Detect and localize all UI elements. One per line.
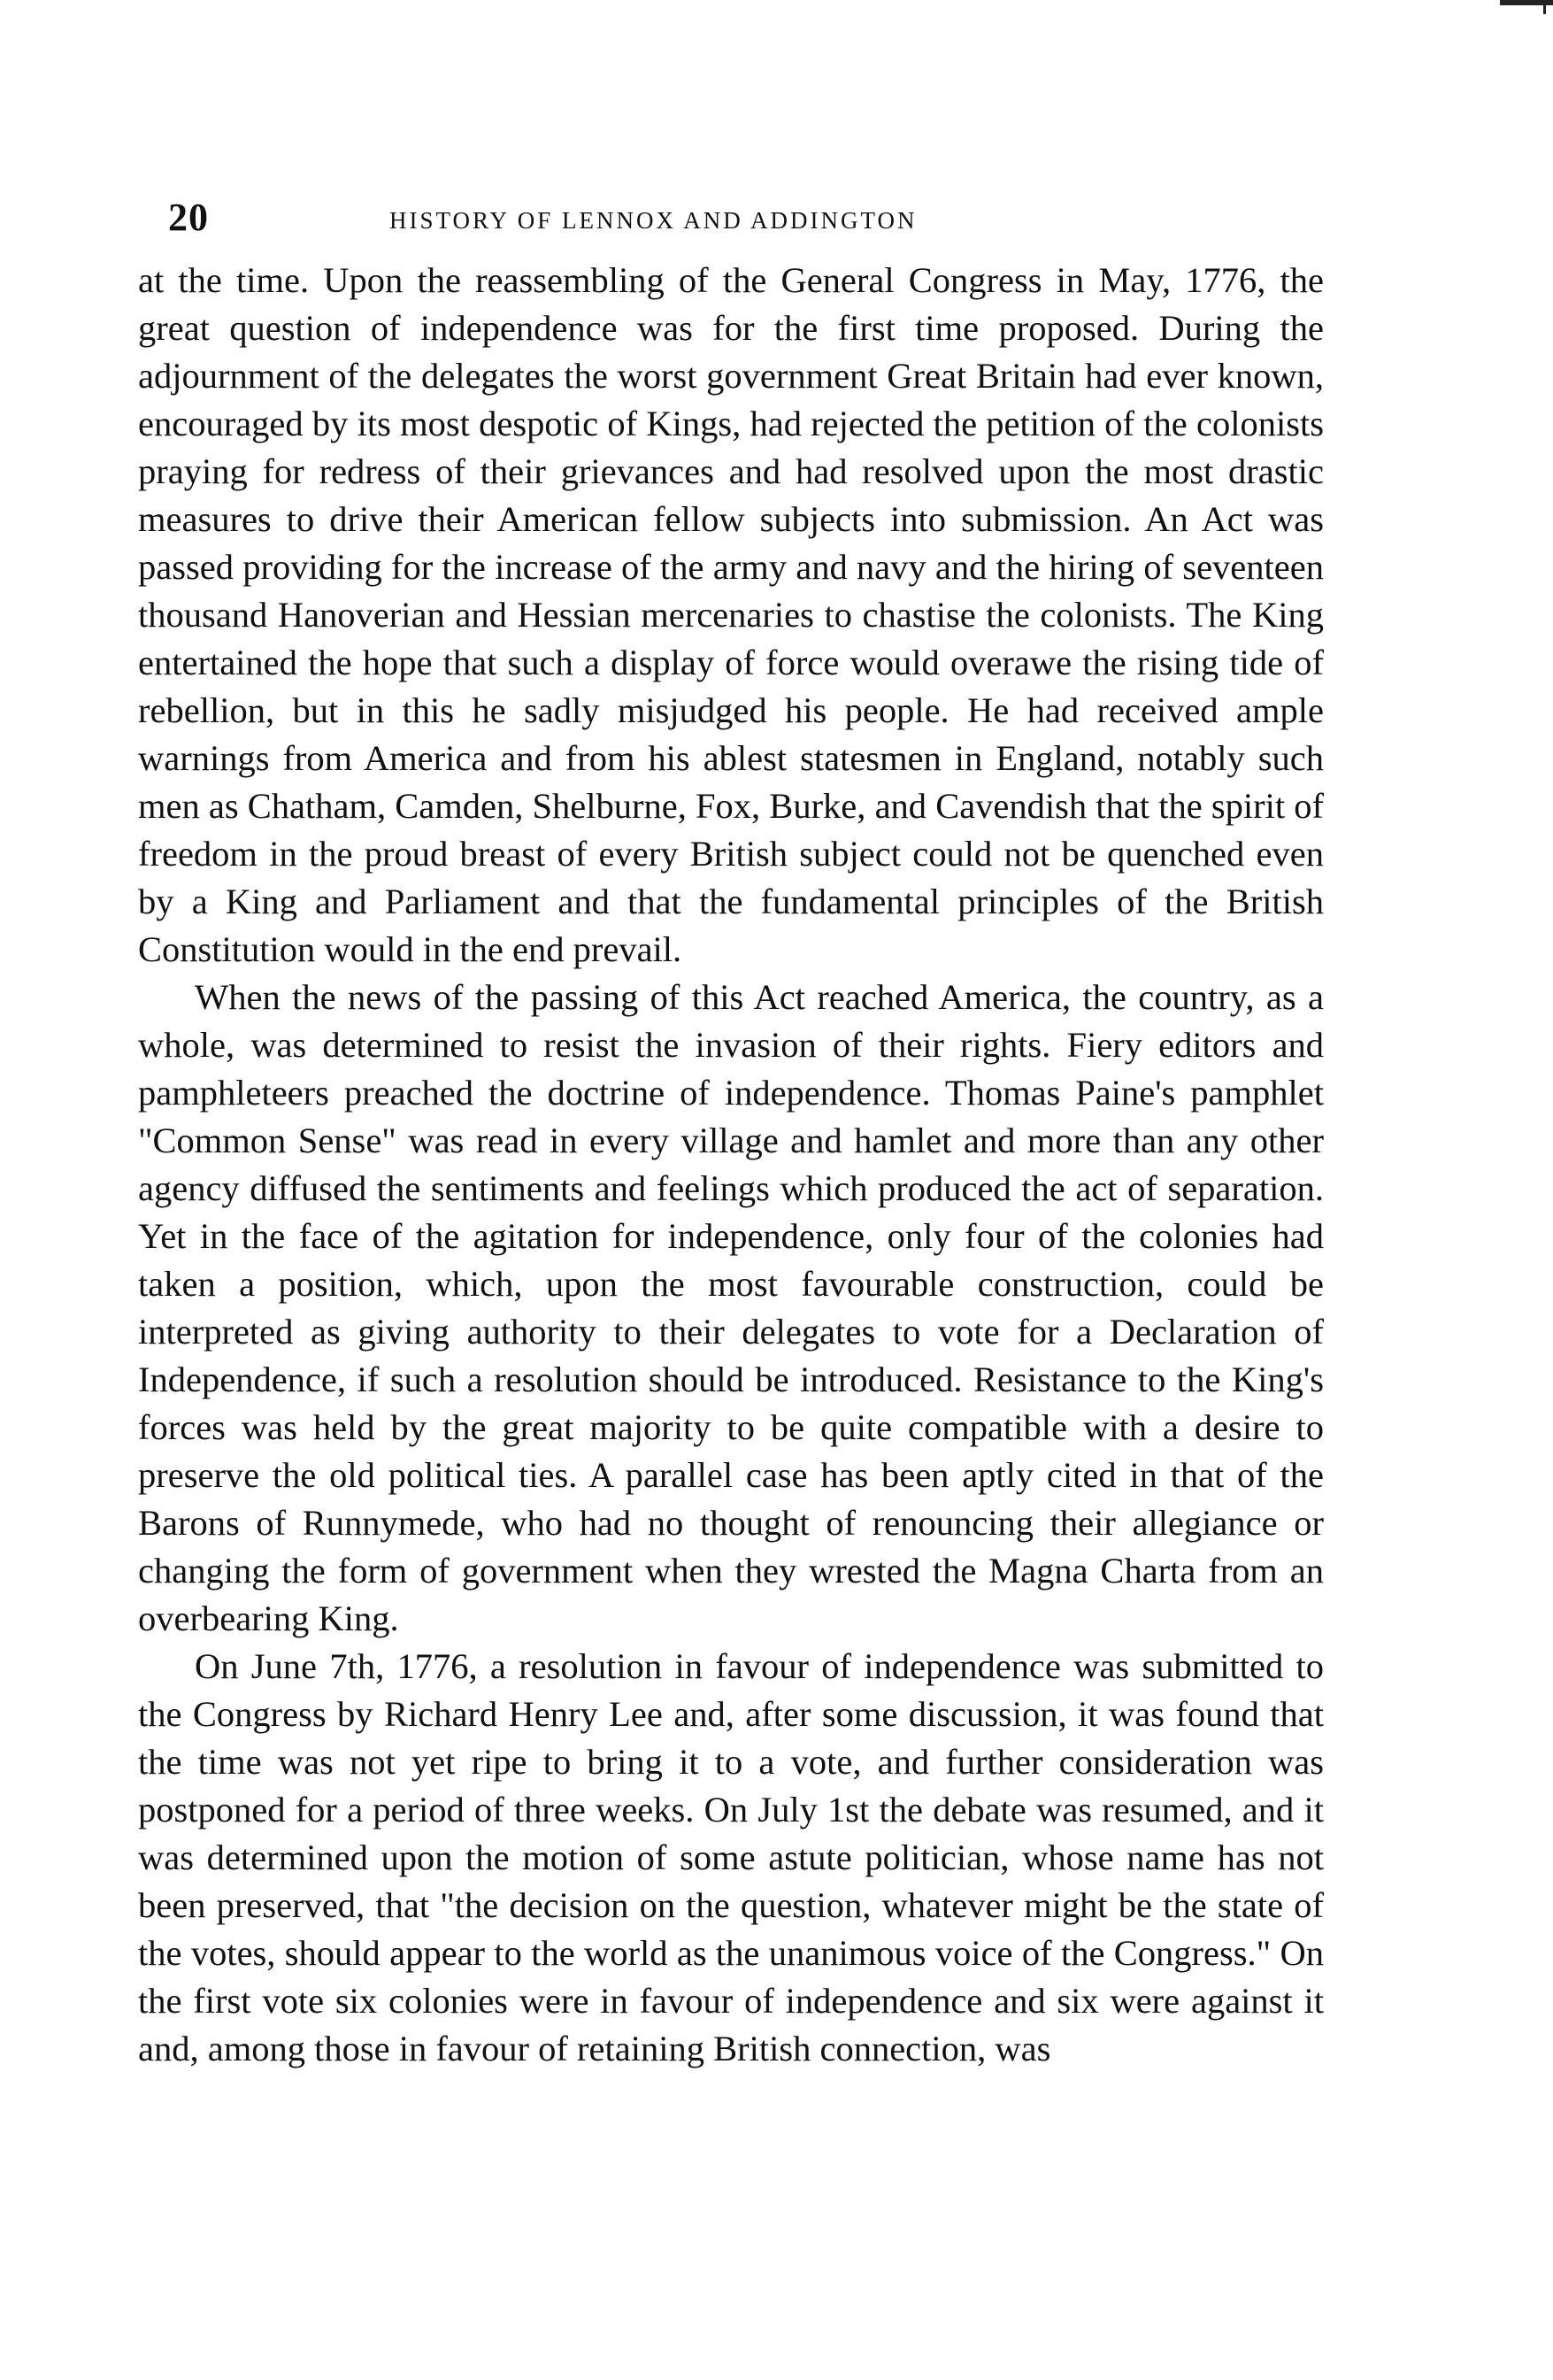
paragraph-june-resolution: On June 7th, 1776, a resolution in favour of independence was submitted to the Congress by Richard Henry Lee and, after some discussion, it was found that the time was not yet ripe to bring it to a vote, and further consideration was postponed for a period of three weeks. On July 1st the debate was resumed, and it was determined upon the motion of some astute politician, whose name has not been preserved, that "the decision on the question, whatever might be the state of the votes, should appear to the world as the unanimous voice of the Congress." On the first vote six colonies were in favour of independence and six were against it and, among those in favour of retaining British connection, was <box>138 1646 1324 2068</box>
body-text <box>138 257 1324 2073</box>
running-title: HISTORY OF LENNOX AND ADDINGTON <box>389 207 918 234</box>
paragraph-continued: at the time. Upon the reassembling of the General Congress in May, 1776, the great question of independence was for the first time proposed. During the adjournment of the delegates the worst government Great Britain had ever known, encouraged by its most despotic of Kings, had rejected the petition of the colonists praying for redress of their grievances and had resolved upon the most drastic measures to drive their American fellow subjects into submission. An Act was passed providing for the increase of the army and navy and the hiring of seventeen thousand Hanoverian and Hessian mercenaries to chastise the colonists. The King entertained the hope that such a display of force would overawe the rising tide of rebellion, but in this he sadly misjudged his people. He had received ample warnings from America and from his ablest statesmen in England, notably such men as Chatham, Camden, Shelburne, Fox, Burke, and Cavendish that the spirit of freedom in the proud breast of every British subject could not be quenched even by a King and Parliament and that the fundamental principles of the British Constitution would in the end prevail. <box>138 260 1324 969</box>
paragraph-news-of-act: When the news of the passing of this Act reached America, the country, as a whole, was determined to resist the invasion of their rights. Fiery editors and pamphleteers preached the doctrine of independence. Thomas Paine's pamphlet "Common Sense" was read in every village and hamlet and more than any other agency diffused the sentiments and feelings which produced the act of separation. Yet in the face of the agitation for independence, only four of the colonies had taken a position, which, upon the most favourable construction, could be interpreted as giving authority to their delegates to vote for a Declaration of Independence, if such a resolution should be introduced. Resistance to the King's forces was held by the great majority to be quite compatible with a desire to preserve the old political ties. A parallel case has been aptly cited in that of the Barons of Runnymede, who had no thought of renouncing their allegiance or changing the form of government when they wrested the Magna Charta from an overbearing King. <box>138 977 1324 1638</box>
book-page <box>133 195 1327 2073</box>
page-number: 20 <box>168 196 209 239</box>
running-head <box>133 195 1327 248</box>
scan-edge-mark <box>1500 0 1553 5</box>
